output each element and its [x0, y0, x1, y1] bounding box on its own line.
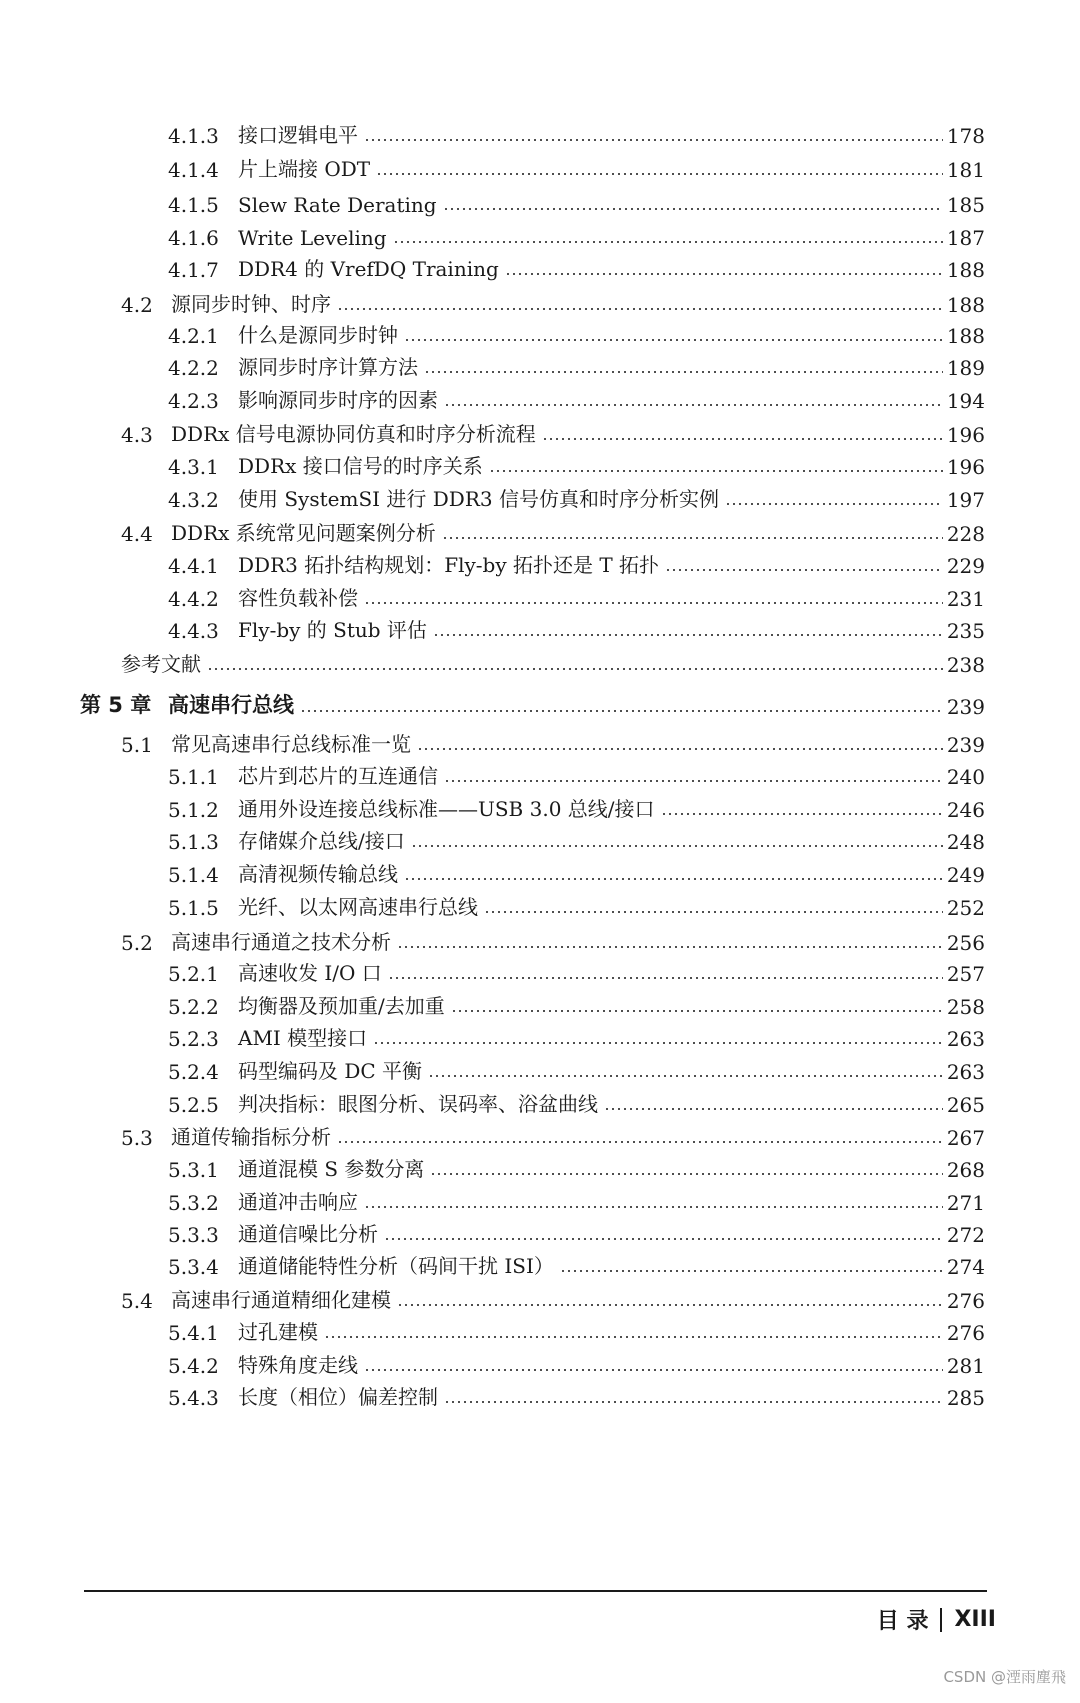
toc-entry-number: 4.2 [121, 293, 153, 317]
page-footer [877, 1604, 996, 1635]
toc-entry-number: 5.1.5 [168, 896, 219, 920]
dot-leader [397, 1304, 943, 1306]
toc-entry-number: 5.1.3 [168, 830, 219, 854]
toc-entry-title: 通道冲击响应 [238, 1190, 358, 1214]
toc-entry-number: 4.4.1 [168, 554, 219, 578]
toc-entry-title: 源同步时钟、时序 [171, 292, 331, 316]
dot-leader [404, 339, 943, 341]
toc-entry [168, 577, 985, 611]
toc-entry-number: 5.1.2 [168, 798, 219, 822]
toc-entry-title: 使用 SystemSI 进行 DDR3 信号仿真和时序分析实例 [238, 487, 719, 511]
toc-entry [168, 1083, 985, 1117]
toc-entry-number: 5.3.4 [168, 1255, 219, 1279]
toc-entry-title: Fly-by 的 Stub 评估 [238, 618, 427, 642]
toc-entry-number: 5.1 [121, 733, 153, 757]
toc-entry-number: 4.4.3 [168, 619, 219, 643]
footer-page-number: XIII [954, 1607, 996, 1632]
toc-entry-number: 5.3.2 [168, 1191, 219, 1215]
dot-leader [560, 1270, 943, 1272]
toc-entry-page: 178 [946, 124, 985, 148]
toc-entry-title: 码型编码及 DC 平衡 [238, 1059, 423, 1083]
toc-entry-number: 4.2.2 [168, 356, 219, 380]
dot-leader [430, 1173, 942, 1175]
toc-entry-title: 通道传输指标分析 [171, 1125, 331, 1149]
dot-leader [397, 946, 943, 948]
toc-entry-page: 194 [946, 389, 985, 413]
toc-entry-page: 257 [946, 962, 985, 986]
dot-leader [393, 241, 943, 243]
toc-entry-page: 240 [946, 765, 985, 789]
dot-leader [444, 780, 943, 782]
toc-entry [168, 886, 985, 920]
toc-entry-number: 5.4.2 [168, 1354, 219, 1378]
toc-entry-title: 通用外设连接总线标准——USB 3.0 总线/接口 [238, 797, 655, 821]
toc-entry-title: 源同步时序计算方法 [238, 355, 418, 379]
toc-entry-title: 高速串行通道之技术分析 [171, 930, 391, 954]
toc-entry-number: 5.2.1 [168, 962, 219, 986]
toc-entry [121, 283, 985, 317]
toc-entry-title: 存储媒介总线/接口 [238, 829, 405, 853]
toc-entry-title: 通道信噪比分析 [238, 1222, 378, 1246]
toc-entry-number: 5.4.3 [168, 1386, 219, 1410]
dot-leader [411, 845, 943, 847]
footer-label: 目 录 [876, 1609, 929, 1634]
toc-entry-title: 高清视频传输总线 [238, 862, 398, 886]
toc-entry-number: 4.2.1 [168, 324, 219, 348]
toc-entry-page: 196 [946, 423, 985, 447]
toc-entry-page: 265 [946, 1093, 985, 1117]
toc-entry-number: 4.1.4 [168, 158, 219, 182]
toc-entry-page: 252 [946, 896, 985, 920]
dot-leader [443, 208, 943, 210]
toc-entry-title: 均衡器及预加重/去加重 [238, 994, 445, 1018]
toc-entry-number: 4.3.2 [168, 488, 219, 512]
toc-entry-page: 256 [946, 931, 985, 955]
toc-entry-page: 229 [946, 554, 985, 578]
toc-entry [168, 952, 985, 986]
toc-entry-page: 239 [946, 695, 985, 719]
toc-entry-page: 188 [946, 258, 985, 282]
toc-entry-number: 5.3 [121, 1126, 153, 1150]
toc-entry-title: AMI 模型接口 [238, 1026, 368, 1050]
toc-entry [168, 544, 985, 578]
toc-entry-page: 189 [946, 356, 985, 380]
toc-entry [168, 314, 985, 348]
toc-entry [121, 413, 985, 447]
toc-entry [168, 1376, 985, 1410]
toc-entry-number: 5.3.1 [168, 1158, 219, 1182]
toc-entry-page: 272 [946, 1223, 985, 1247]
dot-leader [505, 273, 943, 275]
toc-entry [168, 788, 985, 822]
toc-entry [168, 755, 985, 789]
toc-entry [168, 1148, 985, 1182]
toc-entry-page: 196 [946, 455, 985, 479]
toc-entry-page: 276 [946, 1321, 985, 1345]
toc-entry [121, 1279, 985, 1313]
toc-entry-title: 接口逻辑电平 [238, 123, 358, 147]
toc-entry-number: 5.4.1 [168, 1321, 219, 1345]
dot-leader [364, 1206, 943, 1208]
toc-entry [80, 685, 985, 719]
toc-entry [168, 445, 985, 479]
dot-leader [364, 602, 943, 604]
toc-entry-number: 第 5 章 [80, 693, 152, 717]
toc-entry-number: 5.2.3 [168, 1027, 219, 1051]
toc-entry-number: 5.2 [121, 931, 153, 955]
dot-leader [424, 371, 943, 373]
toc-entry [168, 248, 985, 282]
toc-entry-page: 187 [946, 226, 985, 250]
dot-leader [388, 977, 943, 979]
toc-entry-number: 4.1.5 [168, 193, 219, 217]
toc-entry-page: 231 [946, 587, 985, 611]
toc-entry-page: 267 [946, 1126, 985, 1150]
toc-entry-title: 过孔建模 [238, 1320, 318, 1344]
dot-leader [444, 404, 943, 406]
toc-entry-number: 4.2.3 [168, 389, 219, 413]
dot-leader [417, 748, 943, 750]
toc-entry-title: 参考文献 [121, 652, 201, 676]
toc-entry-title: 容性负载补偿 [238, 586, 358, 610]
toc-entry [168, 148, 985, 182]
toc-entry-title: 片上端接 ODT [238, 157, 371, 181]
toc-entry [168, 1311, 985, 1345]
toc-entry-title: 判决指标：眼图分析、误码率、浴盆曲线 [238, 1092, 598, 1116]
toc-entry-number: 4.4.2 [168, 587, 219, 611]
toc-entry-title: DDR3 拓扑结构规划：Fly-by 拓扑还是 T 拓扑 [238, 553, 660, 577]
toc-entry-title: 高速串行通道精细化建模 [171, 1288, 391, 1312]
toc-entry [168, 985, 985, 1019]
dot-leader [661, 813, 943, 815]
toc-entry-title: 什么是源同步时钟 [238, 323, 398, 347]
toc-entry-title: DDR4 的 VrefDQ Training [238, 257, 499, 281]
toc-entry [168, 820, 985, 854]
toc-entry-title: 常见高速串行总线标准一览 [171, 732, 411, 756]
toc-entry-title: 高速串行总线 [168, 693, 294, 717]
toc-entry-title: 通道混模 S 参数分离 [238, 1157, 425, 1181]
toc-entry-number: 5.2.4 [168, 1060, 219, 1084]
dot-leader [451, 1010, 943, 1012]
toc-entry-number: 5.3.3 [168, 1223, 219, 1247]
toc-entry-number: 5.1.4 [168, 863, 219, 887]
toc-entry-title: Write Leveling [238, 226, 387, 250]
toc-entry-page: 246 [946, 798, 985, 822]
dot-leader [337, 1141, 943, 1143]
toc-entry [121, 921, 985, 955]
dot-leader [337, 308, 943, 310]
toc-entry-page: 263 [946, 1060, 985, 1084]
toc-entry-page: 235 [946, 619, 985, 643]
toc-entry-page: 238 [946, 653, 985, 677]
dot-leader [489, 470, 943, 472]
toc-entry-number: 4.1.6 [168, 226, 219, 250]
toc-entry-page: 274 [946, 1255, 985, 1279]
dot-leader [442, 537, 943, 539]
dot-leader [376, 173, 943, 175]
toc-entry [168, 114, 985, 148]
toc-entry [168, 1245, 985, 1279]
toc-entry-title: 高速收发 I/O 口 [238, 961, 382, 985]
toc-entry-title: DDRx 接口信号的时序关系 [238, 454, 483, 478]
toc-entry-page: 181 [946, 158, 985, 182]
dot-leader [373, 1042, 943, 1044]
toc-entry-page: 285 [946, 1386, 985, 1410]
watermark: CSDN @湮雨塵飛 [943, 1668, 1066, 1686]
toc-entry [168, 1344, 985, 1378]
toc-entry-title: 影响源同步时序的因素 [238, 388, 438, 412]
toc-entry-title: DDRx 系统常见问题案例分析 [171, 521, 436, 545]
dot-leader [428, 1075, 943, 1077]
toc-entry-title: 长度（相位）偏差控制 [238, 1385, 438, 1409]
toc-entry [168, 1017, 985, 1051]
dot-leader [384, 1238, 943, 1240]
dot-leader [300, 710, 943, 712]
dot-leader [484, 911, 943, 913]
toc-entry [168, 853, 985, 887]
toc-entry-page: 197 [946, 488, 985, 512]
toc-entry [168, 379, 985, 413]
toc-entry-page: 258 [946, 995, 985, 1019]
toc-entry-number: 5.2.2 [168, 995, 219, 1019]
toc-entry-page: 281 [946, 1354, 985, 1378]
toc-entry-page: 263 [946, 1027, 985, 1051]
footer-separator [940, 1608, 942, 1632]
toc-entry-title: 通道储能特性分析（码间干扰 ISI） [238, 1254, 554, 1278]
toc-entry [168, 1050, 985, 1084]
dot-leader [542, 438, 943, 440]
toc-entry-title: 光纤、以太网高速串行总线 [238, 895, 478, 919]
toc-entry-title: DDRx 信号电源协同仿真和时序分析流程 [171, 422, 536, 446]
dot-leader [444, 1401, 943, 1403]
toc-entry-page: 268 [946, 1158, 985, 1182]
toc-entry [168, 609, 985, 643]
toc-entry-number: 5.2.5 [168, 1093, 219, 1117]
toc-entry [168, 1213, 985, 1247]
toc-entry [121, 723, 985, 757]
toc-entry [168, 346, 985, 380]
toc-entry-number: 5.1.1 [168, 765, 219, 789]
toc-entry-page: 185 [946, 193, 985, 217]
toc-entry [121, 512, 985, 546]
dot-leader [433, 634, 943, 636]
toc-entry-page: 248 [946, 830, 985, 854]
footer-rule [84, 1590, 987, 1592]
toc-entry-number: 4.1.7 [168, 258, 219, 282]
toc-entry-page: 271 [946, 1191, 985, 1215]
toc-entry-page: 188 [946, 324, 985, 348]
toc-entry [168, 1181, 985, 1215]
toc-entry-number: 4.3.1 [168, 455, 219, 479]
toc-entry-page: 276 [946, 1289, 985, 1313]
toc-entry-number: 5.4 [121, 1289, 153, 1313]
toc-entry-page: 188 [946, 293, 985, 317]
toc-entry-number: 4.4 [121, 522, 153, 546]
dot-leader [604, 1108, 943, 1110]
toc-entry-title: Slew Rate Derating [238, 193, 437, 217]
dot-leader [207, 668, 943, 670]
dot-leader [324, 1336, 943, 1338]
toc-entry-page: 228 [946, 522, 985, 546]
toc-entry [168, 183, 985, 217]
toc-entry-number: 4.3 [121, 423, 153, 447]
toc-entry-title: 特殊角度走线 [238, 1353, 358, 1377]
toc-entry-page: 249 [946, 863, 985, 887]
toc-entry [121, 643, 985, 677]
dot-leader [364, 1369, 943, 1371]
dot-leader [404, 878, 943, 880]
toc-entry [168, 216, 985, 250]
dot-leader [364, 139, 943, 141]
toc-entry [121, 1116, 985, 1150]
toc-entry-page: 239 [946, 733, 985, 757]
toc-entry-number: 4.1.3 [168, 124, 219, 148]
dot-leader [725, 503, 943, 505]
toc-entry [168, 478, 985, 512]
toc-entry-title: 芯片到芯片的互连通信 [238, 764, 438, 788]
dot-leader [665, 569, 943, 571]
